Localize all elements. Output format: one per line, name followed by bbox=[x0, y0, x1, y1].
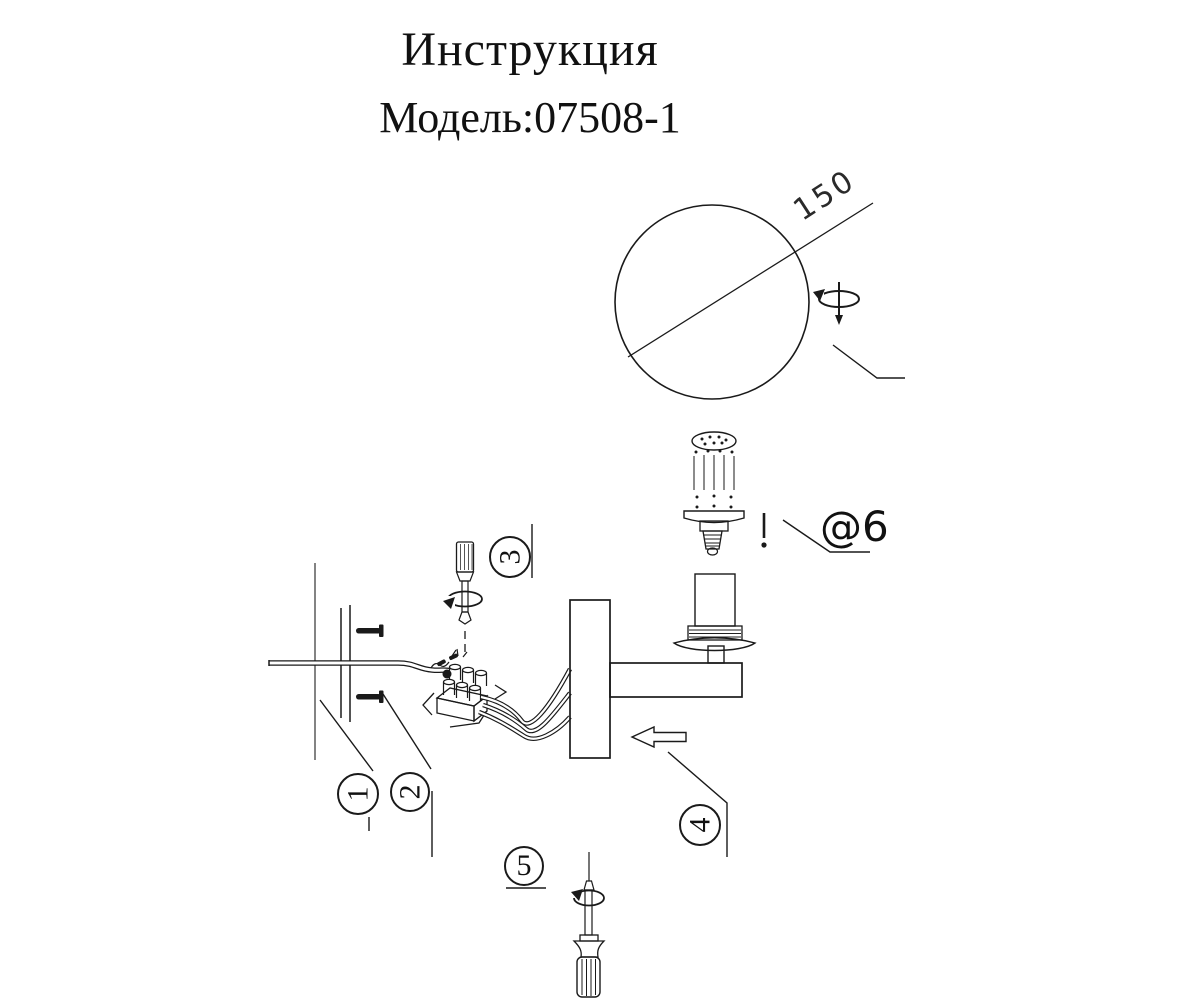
cable-gauge-label: @6 bbox=[820, 502, 889, 551]
globe-rotation-icon bbox=[812, 282, 859, 325]
screwdriver-top-icon bbox=[457, 542, 474, 624]
globe-leader-line bbox=[833, 345, 905, 378]
screwdriver-bottom-rotation-icon bbox=[571, 889, 604, 906]
wall-plate-drawing bbox=[570, 600, 742, 758]
wall-cable bbox=[269, 660, 451, 671]
callout-4 bbox=[679, 804, 721, 846]
callout-3-label: 3 bbox=[493, 549, 526, 565]
left-arrow-icon bbox=[632, 727, 686, 747]
terminal-cylinders bbox=[444, 664, 487, 701]
lamp-holder-drawing bbox=[674, 574, 755, 663]
callout-3 bbox=[489, 536, 531, 578]
diameter-dimension-label: 150 bbox=[787, 162, 863, 229]
callout-2-label: 2 bbox=[393, 784, 426, 800]
callout-5 bbox=[504, 846, 544, 886]
screwdriver-bottom-icon bbox=[574, 852, 604, 997]
cable-gauge-leader-line bbox=[783, 520, 870, 552]
exclamation-mark bbox=[761, 513, 766, 548]
page-title: Инструкция bbox=[401, 23, 659, 76]
terminal-block-drawing bbox=[423, 649, 506, 727]
callout-leader-lines bbox=[320, 524, 727, 888]
callout-4-label: 4 bbox=[683, 817, 716, 833]
globe-drawing bbox=[615, 203, 873, 399]
model-title: Модель:07508-1 bbox=[379, 93, 681, 142]
callout-2 bbox=[390, 772, 430, 812]
lamp-wires bbox=[479, 669, 570, 739]
callout-1 bbox=[337, 773, 379, 815]
callout-1-label: 1 bbox=[341, 786, 374, 802]
bulb-drawing bbox=[684, 432, 744, 555]
callout-5-label: 5 bbox=[516, 849, 532, 882]
